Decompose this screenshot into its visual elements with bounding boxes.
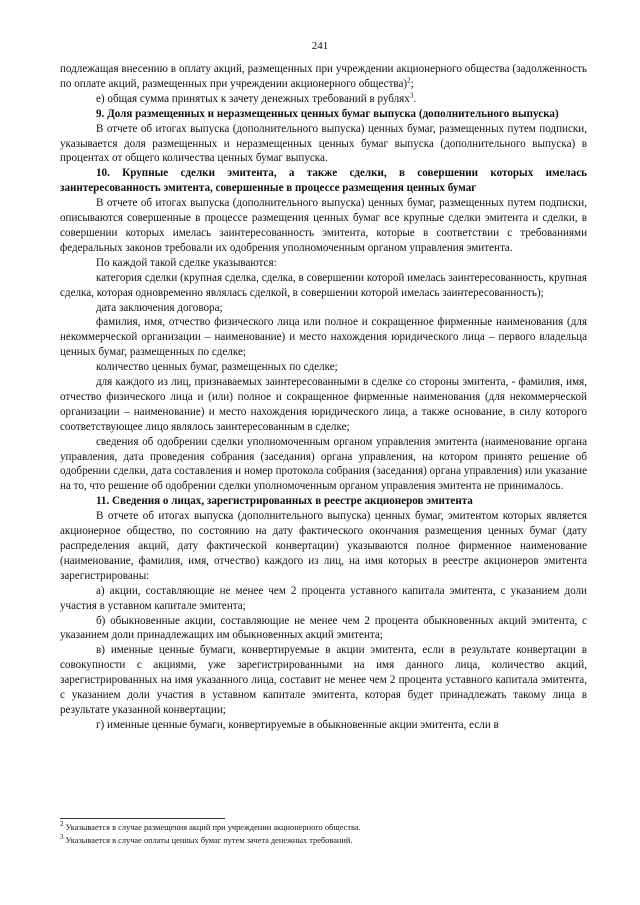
paragraph-punctuation: ; xyxy=(410,77,414,90)
paragraph xyxy=(60,196,587,256)
paragraph xyxy=(60,435,587,495)
footnote-text: Указывается в случае оплаты ценных бумаг путем зачета денежных требований. xyxy=(63,835,353,845)
paragraph xyxy=(60,509,587,584)
paragraph xyxy=(60,375,587,435)
page-number: 241 xyxy=(311,40,329,52)
paragraph-text: категория сделки (крупная сделка, сделка, в совершении которой имелась заинтересованность, крупная сделка, которая одновременно являлась сделкой, в совершении которой имелась заинтересованность); xyxy=(60,271,587,299)
document-body xyxy=(60,62,587,733)
footnotes xyxy=(60,822,587,847)
paragraph xyxy=(60,62,587,92)
paragraph-text: В отчете об итогах выпуска (дополнительного выпуска) ценных бумаг, размещенных путем подписки, указывается доля размещенных и неразмещенных ценных бумаг выпуска (дополнительного выпуска) в процентах от общего количества ценных бумаг выпуска. xyxy=(60,122,587,165)
paragraph-text: дата заключения договора; xyxy=(96,301,223,314)
paragraph-punctuation: . xyxy=(413,92,417,105)
footnote xyxy=(60,832,587,848)
paragraph xyxy=(60,643,587,718)
paragraph-text: в) именные ценные бумаги, конвертируемые в акции эмитента, если в результате конвертации в совокупности с акциями, уже зарегистрированными на имя данного лица, количество акций, зарегистрированных на имя указанного лица, составит не менее чем 2 процента уставного капитала эмитента, с указанием доли участия в уставном капитале эмитента, которая будет принадлежать такому лица в результате указанной конвертации; xyxy=(60,644,587,716)
paragraph-text: 9. Доля размещенных и неразмещенных ценных бумаг выпуска (дополнительного выпуска) xyxy=(96,107,559,120)
paragraph xyxy=(60,92,587,107)
paragraph xyxy=(60,360,587,375)
paragraph-text: подлежащая внесению в оплату акций, размещенных при учреждении акционерного общества (задолженность по оплате акций, размещенных при учреждении акционерного общества) xyxy=(60,63,587,90)
paragraph xyxy=(60,271,587,301)
paragraph-text: По каждой такой сделке указываются: xyxy=(96,256,277,269)
footnote-mark: 2 xyxy=(60,820,64,829)
paragraph xyxy=(60,122,587,167)
paragraph-text: е) общая сумма принятых к зачету денежных требований в рублях xyxy=(96,92,410,105)
paragraph-text: В отчете об итогах выпуска (дополнительного выпуска) ценных бумаг, размещенных путем подписки, описываются совершенные в процессе размещения ценных бумаг все крупные сделки эмитента и сделки, в совершении которых имелась заинтересованность эмитента, которые в соответствии с требованиями федеральных законов требовали их одобрения уполномоченным органом управления эмитента. xyxy=(60,197,587,254)
footnote-reference: 2 xyxy=(407,76,411,85)
footnote xyxy=(60,822,587,835)
paragraph xyxy=(60,301,587,316)
paragraph xyxy=(60,614,587,644)
paragraph-text: 11. Сведения о лицах, зарегистрированных в реестре акционеров эмитента xyxy=(96,495,473,508)
paragraph-text: фамилия, имя, отчество физического лица или полное и сокращенное фирменные наименования (для некоммерческой организации – наименование) и место нахождения юридического лица – первого владельца ценных бумаг, размещенных по сделке; xyxy=(60,316,587,359)
paragraph-text: количество ценных бумаг, размещенных по сделке; xyxy=(96,361,338,374)
paragraph-text: 10. Крупные сделки эмитента, а также сделки, в совершении которых имелась заинтересованность эмитента, совершенные в процессе размещения ценных бумаг xyxy=(60,167,587,195)
footnote-text: Указывается в случае размещения акций при учреждении акционерного общества. xyxy=(63,823,361,832)
paragraph xyxy=(60,256,587,271)
paragraph xyxy=(60,315,587,360)
section-heading xyxy=(60,494,587,509)
paragraph-text: б) обыкновенные акции, составляющие не менее чем 2 процента обыкновенных акций эмитента, с указанием доли принадлежащих им обыкновенных акций эмитента; xyxy=(60,614,587,642)
paragraph xyxy=(60,584,587,614)
section-heading xyxy=(60,107,587,122)
footnote-separator xyxy=(60,818,225,819)
section-heading xyxy=(60,166,587,196)
paragraph-text: В отчете об итогах выпуска (дополнительного выпуска) ценных бумаг, эмитентом которых является акционерное общество, по состоянию на дату фактического окончания размещения ценных бумаг (дату распределения акций, дату фактической конвертации) указываются полное фирменное наименование (наименование, фамилия, имя, отчество) каждого из лиц, на имя которых в реестре акционеров эмитента зарегистрированы: xyxy=(60,510,587,582)
paragraph xyxy=(60,718,587,733)
paragraph-text: для каждого из лиц, признаваемых заинтересованными в сделке со стороны эмитента, - фамилия, имя, отчество физического лица и (или) полное и сокращенное фирменные наименования (для некоммерческой организации – наименование) и место нахождения юридического лица, а также основание, в силу которого соответствующее лицо являлось заинтересованным в сделке; xyxy=(60,376,587,433)
paragraph-text: сведения об одобрении сделки уполномоченным органом управления эмитента (наименование органа управления, дата проведения собрания (заседания) органа управления, на котором принято решение об одобрении сделки, дата составления и номер протокола собрания (заседания) органа управления) или указание на то, что решение об одобрении сделки уполномоченным органом управления эмитента не принималось. xyxy=(60,435,587,493)
paragraph-text: г) именные ценные бумаги, конвертируемые в обыкновенные акции эмитента, если в xyxy=(96,718,499,731)
footnote-mark: 3 xyxy=(60,832,64,841)
footnote-reference: 3 xyxy=(409,91,414,100)
paragraph-text: а) акции, составляющие не менее чем 2 процента уставного капитала эмитента, с указанием доли участия в уставном капитале эмитента; xyxy=(60,584,587,612)
